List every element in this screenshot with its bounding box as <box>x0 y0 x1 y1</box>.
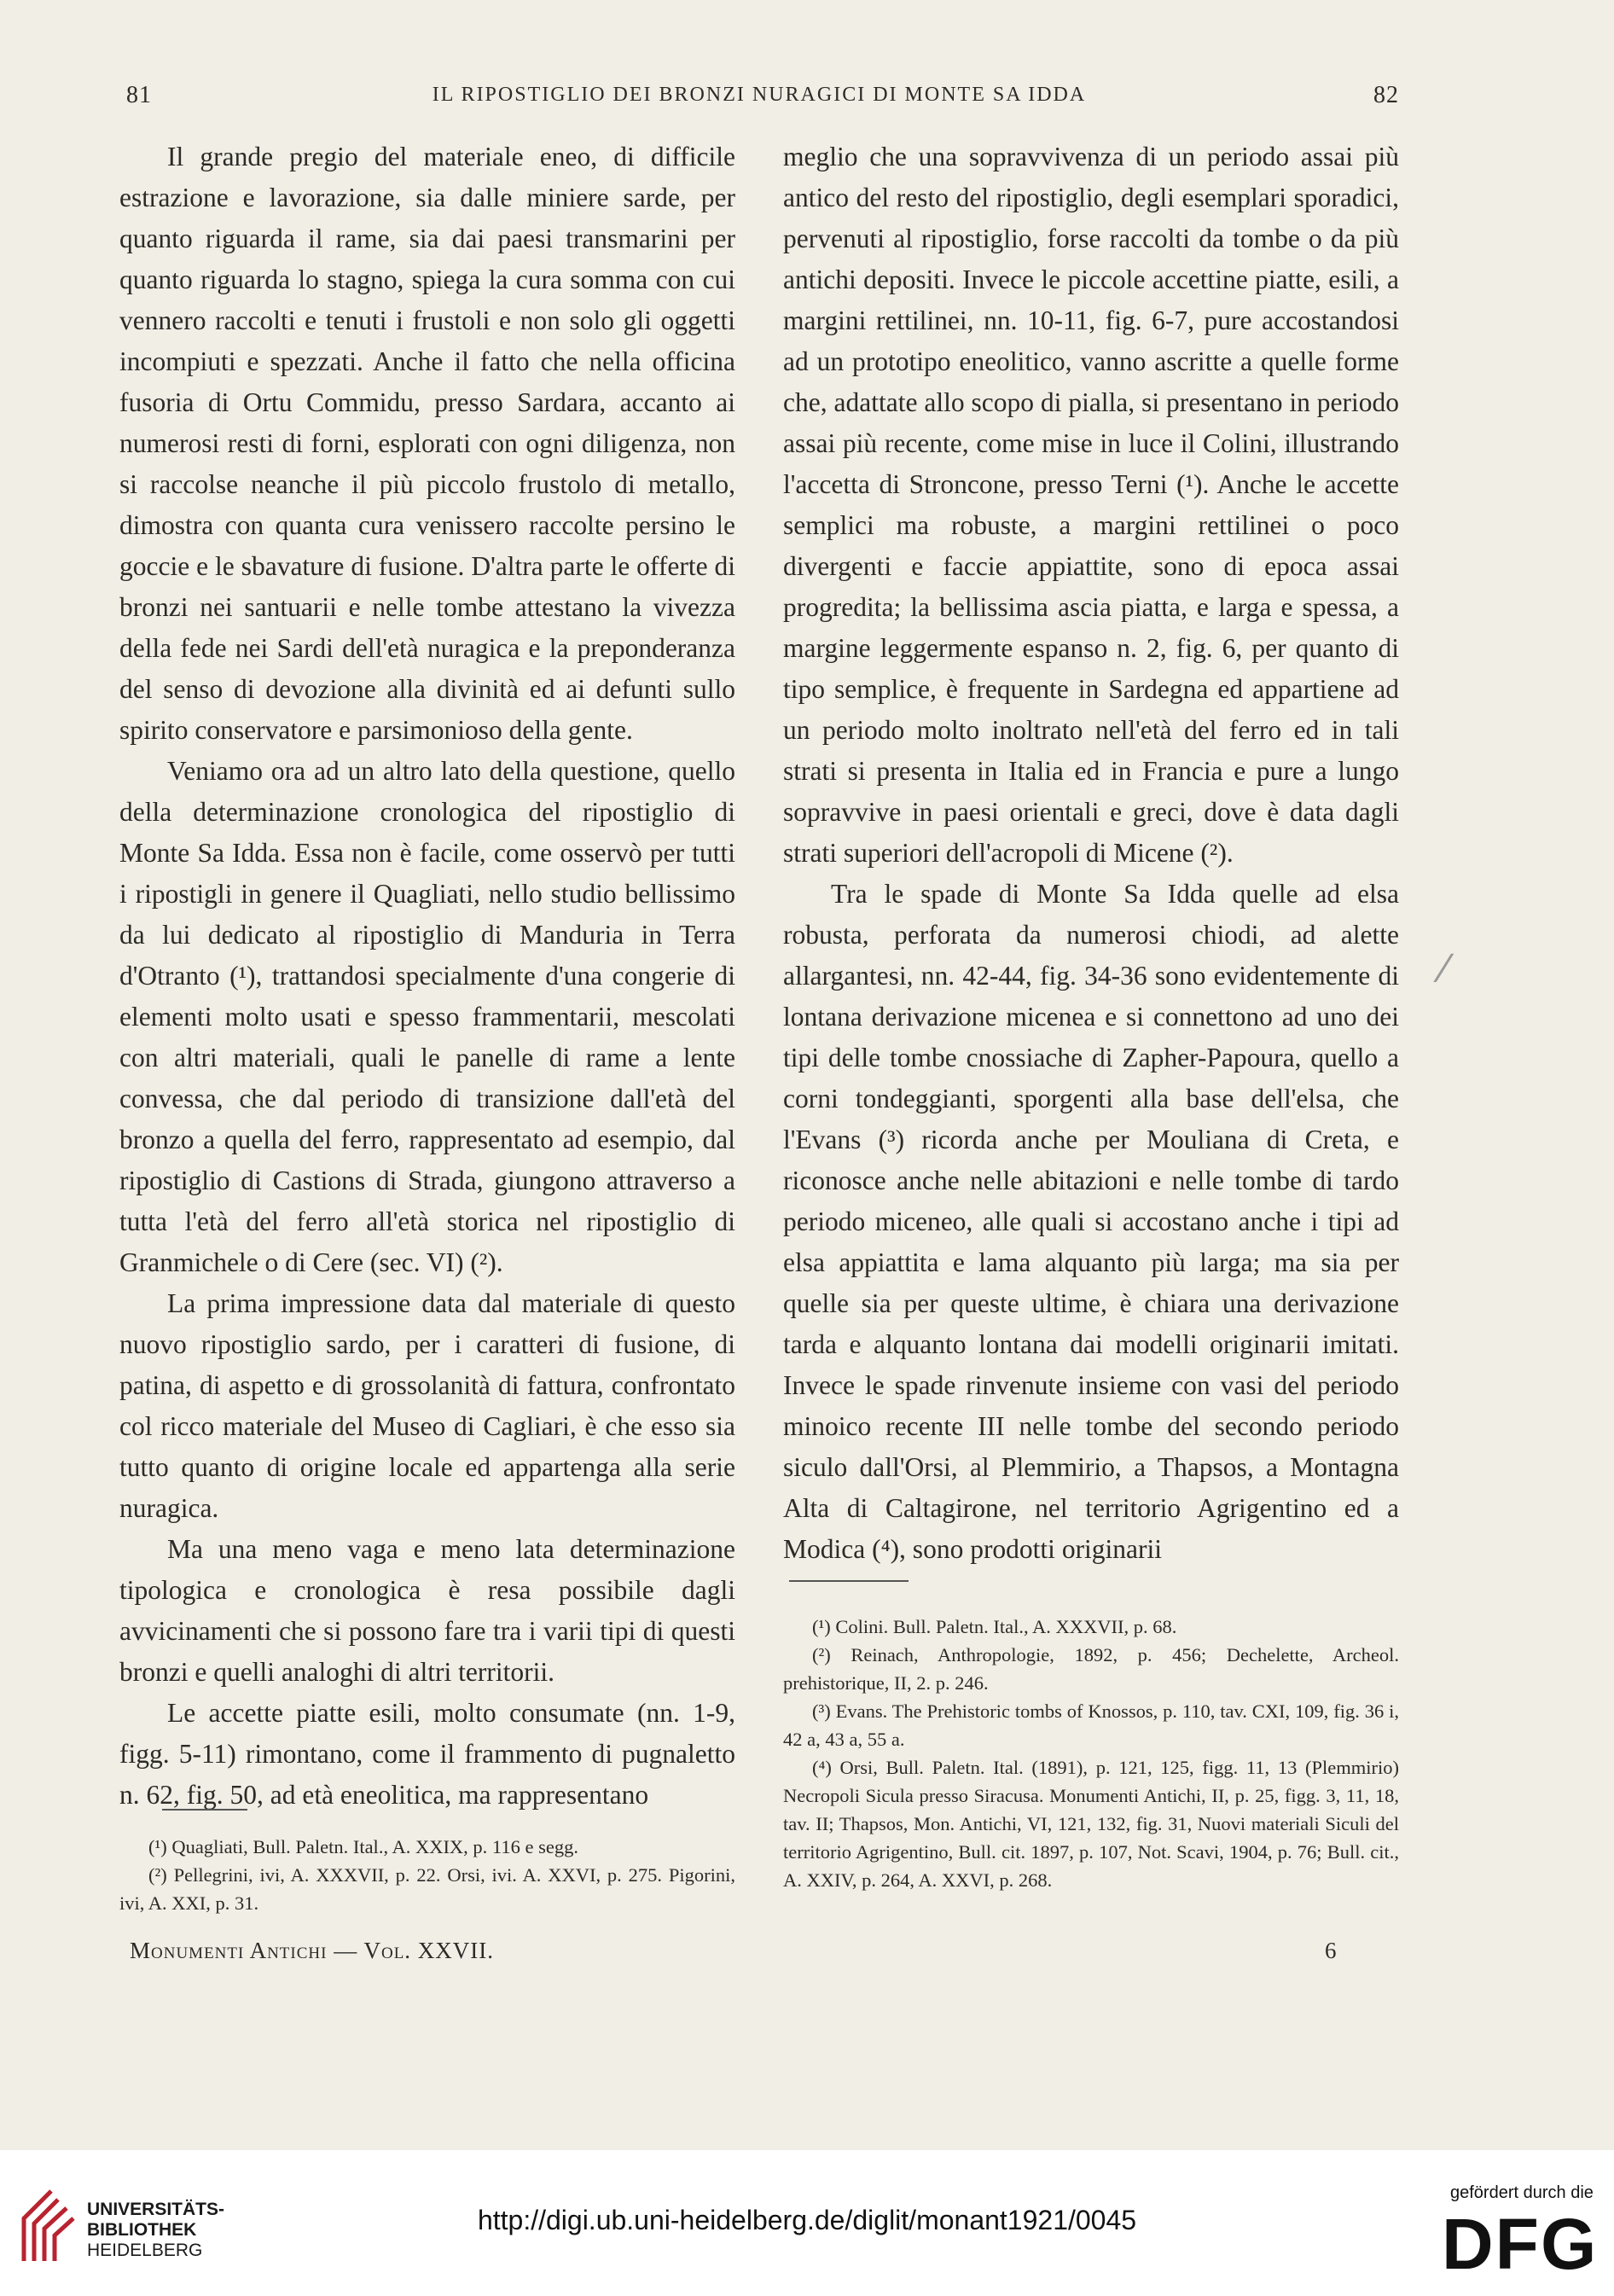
right-footnote-2: (²) Reinach, Anthropologie, 1892, p. 456; Dechelette, Archeol. prehistorique, II, 2. p. 246. <box>783 1644 1399 1694</box>
left-paragraph-1: Il grande pregio del materiale eneo, di difficile estrazione e lavorazione, sia dalle miniere sarde, per quanto riguarda il rame, sia dai paesi transmarini per quanto riguarda lo stagno, spiega la cura somma con cui vennero raccolti e tenuti i frustoli e non solo gli oggetti incompiuti e spezzati. Anche il fatto che nella officina fusoria di Ortu Commidu, presso Sardara, accanto ai numerosi resti di forni, esplorati con ogni diligenza, non si raccolse neanche il più piccolo frustolo di metallo, dimostra con quanta cura venissero raccolte persino le goccie e le sbavature di fusione. D'altra parte le offerte di bronzi nei santuarii e nelle tombe attestano la vivezza della fede nei Sardi dell'età nuragica e la preponderanza del senso di devozione alla divinità ed ai defunti sullo spirito conservatore e parsimonioso della gente. <box>119 142 735 745</box>
left-paragraph-3: La prima impressione data dal materiale di questo nuovo ripostiglio sardo, per i caratteri di fusione, di patina, di aspetto e di grossolanità di fattura, confrontato col ricco materiale del Museo di Cagliari, è che esso sia tutto quanto di origine locale ed appartenga alla serie nuragica. <box>119 1288 735 1523</box>
right-footnote-1: (¹) Colini. Bull. Paletn. Ital., A. XXXVII, p. 68. <box>812 1616 1177 1637</box>
right-paragraph-2: Tra le spade di Monte Sa Idda quelle ad elsa robusta, perforata da numerosi chiodi, ad alette allargantesi, nn. 42-44, fig. 34-36 sono evidentemente di lontana derivazione micenea e si connettono ad uno dei tipi delle tombe cnossiache di Zapher-Papoura, quello a corni tondeggianti, sporgenti alla base dell'elsa, che l'Evans (³) ricorda anche per Mouliana di Creta, e riconosce anche nelle abitazioni e nelle tombe di tardo periodo miceneo, alle quali si accostano anche i tipi ad elsa appiattita e lama alquanto più larga; ma sia per quelle sia per queste ultime, è chiara una derivazione tarda e alquanto lontana dai modelli originarii imitati. Invece le spade rinvenute insieme con vasi del periodo minoico recente III nelle tombe del secondo periodo siculo dall'Orsi, al Plemmirio, a Thapsos, a Montagna Alta di Caltagirone, nel territorio Agrigentino ed a Modica (⁴), sono prodotti originarii <box>783 879 1399 1564</box>
right-footnote-3: (³) Evans. The Prehistoric tombs of Knossos, p. 110, tav. CXI, 109, fig. 36 i, 42 a, 43 a, 55 a. <box>783 1700 1399 1750</box>
library-name-line-2: BIBLIOTHEK <box>87 2220 197 2240</box>
left-footnote-1: (¹) Quagliati, Bull. Paletn. Ital., A. XXIX, p. 116 e segg. <box>148 1836 578 1857</box>
running-header <box>119 82 1399 116</box>
library-name-line-1: UNIVERSITÄTS- <box>87 2200 225 2219</box>
left-paragraph-5: Le accette piatte esili, molto consumate (nn. 1-9, figg. 5-11) rimontano, come il frammento di pugnaletto n. 62, fig. 50, ad età eneolitica, ma rappresentano <box>119 1698 735 1810</box>
left-footnotes <box>119 1833 735 1917</box>
funded-by-label: gefördert durch die <box>1450 2183 1594 2202</box>
left-paragraph-4: Ma una meno vaga e meno lata determinazione tipologica e cronologica è resa possibile dagli avvicinamenti che si possono fare tra i varii tipi di questi bronzi e quelli analoghi di altri territorii. <box>119 1534 735 1687</box>
right-footnote-separator <box>789 1580 909 1582</box>
running-title: IL RIPOSTIGLIO DEI BRONZI NURAGICI DI MONTE SA IDDA <box>432 84 1087 106</box>
left-footnote-separator <box>162 1809 247 1811</box>
page-number-left: 81 <box>126 82 152 108</box>
page-number-right: 82 <box>1373 82 1399 108</box>
library-name-line-3: HEIDELBERG <box>87 2241 203 2260</box>
journal-footer: Monumenti Antichi — Vol. XXVII. <box>130 1938 495 1963</box>
left-column <box>119 137 735 1816</box>
right-column <box>783 137 1399 1570</box>
permalink-url[interactable]: http://digi.ub.uni-heidelberg.de/diglit/monant1921/0045 <box>477 2205 1137 2235</box>
right-footnote-4: (⁴) Orsi, Bull. Paletn. Ital. (1891), p. 121, 125, figg. 11, 13 (Plemmirio) Necropoli Sicula presso Siracusa. Monumenti Antichi, II, p. 25, figg. 3, 11, 18, tav. II; Thapsos, Mon. Antichi, VI, 121, 132, fig. 31, Nuovi materiali Siculi del territorio Agrigentino, Bull. cit. 1897, p. 107, Not. Scavi, 1904, p. 76; Bull. cit., A. XXIV, p. 264, A. XXVI, p. 268. <box>783 1757 1399 1891</box>
pencil-margin-mark: ⁄ <box>1442 946 1449 991</box>
right-footnotes <box>783 1613 1399 1894</box>
left-footnote-2: (²) Pellegrini, ivi, A. XXXVII, p. 22. Orsi, ivi. A. XXVI, p. 275. Pigorini, ivi, A. XXI, p. 31. <box>119 1864 735 1914</box>
right-paragraph-1: meglio che una sopravvivenza di un periodo assai più antico del resto del ripostiglio, degli esemplari sporadici, pervenuti al ripostiglio, forse raccolti da tombe o da più antichi depositi. Invece le piccole accettine piatte, esili, a margini rettilinei, nn. 10-11, fig. 6-7, pure accostandosi ad un prototipo eneolitico, vanno ascritte a quelle forme che, adattate allo scopo di pialla, si presentano in periodo assai più recente, come mise in luce il Colini, illustrando l'accetta di Stroncone, presso Terni (¹). Anche le accette semplici ma robuste, a margini rettilinei o poco divergenti e faccie appiattite, sono di epoca assai progredita; la bellissima ascia piatta, e larga e spessa, a margine leggermente espanso n. 2, fig. 6, per quanto di tipo semplice, è frequente in Sardegna ed appartiene ad un periodo molto inoltrato nell'età del ferro ed in tali strati si presenta in Italia ed in Francia e pure a lungo sopravvive in paesi orientali e greci, dove è data dagli strati superiori dell'acropoli di Micene (²). <box>783 142 1399 868</box>
left-paragraph-2: Veniamo ora ad un altro lato della questione, quello della determinazione cronologica del ripostiglio di Monte Sa Idda. Essa non è facile, come osservò per tutti i ripostigli in genere il Quagliati, nello studio bellissimo da lui dedicato al ripostiglio di Manduria in Terra d'Otranto (¹), trattandosi specialmente d'una congerie di elementi molto usati e spesso frammentarii, mescolati con altri materiali, quali le panelle di rame a lente convessa, che dal periodo di transizione dall'età del bronzo a quella del ferro, rappresentato ad esempio, dal ripostiglio di Castions di Strada, giungono attraverso a tutta l'età del ferro all'età storica nel ripostiglio di Granmichele o di Cere (sec. VI) (²). <box>119 756 735 1277</box>
dfg-logo: DFG <box>1442 2204 1599 2284</box>
signature-number: 6 <box>1325 1938 1337 1963</box>
